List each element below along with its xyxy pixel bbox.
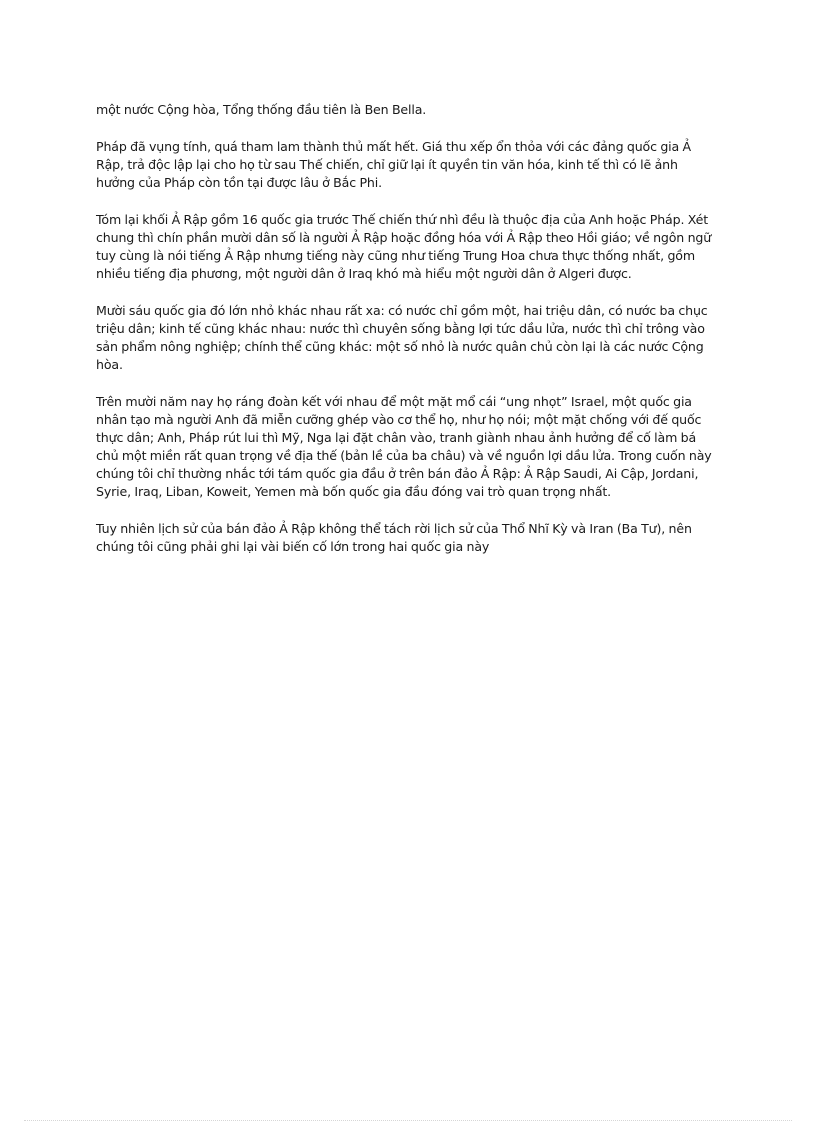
paragraph-3: Tóm lại khối Ả Rập gồm 16 quốc gia trước Thế chiến thứ nhì đều là thuộc địa của Anh hoặc Pháp. Xét chung thì chín phần mười dân số là người Ả Rập hoặc đồng hóa với Ả Rập theo Hồi giáo; về ngôn ngữ tuy cùng là nói tiếng Ả Rập nhưng tiếng này cũng như tiếng Trung Hoa chưa thực thống nhất, gồm nhiều tiếng địa phương, một người dân ở Iraq khó mà hiểu một người dân ở Algeri được. bbox=[96, 212, 712, 281]
page-bottom-divider bbox=[24, 1120, 792, 1121]
paragraph-6: Tuy nhiên lịch sử của bán đảo Ả Rập không thể tách rời lịch sử của Thổ Nhĩ Kỳ và Iran (Ba Tư), nên chúng tôi cũng phải ghi lại vài biến cố lớn trong hai quốc gia này bbox=[96, 521, 692, 554]
paragraph-4: Mười sáu quốc gia đó lớn nhỏ khác nhau rất xa: có nước chỉ gồm một, hai triệu dân, có nước ba chục triệu dân; kinh tế cũng khác nhau: nước thì chuyên sống bằng lợi tức dầu lửa, nước thì chỉ trông vào sản phẩm nông nghiệp; chính thể cũng khác: một số nhỏ là nước quân chủ còn lại là các nước Cộng hòa. bbox=[96, 303, 708, 372]
paragraph-5: Trên mười năm nay họ ráng đoàn kết với nhau để một mặt mổ cái “ung nhọt” Israel, một quốc gia nhân tạo mà người Anh đã miễn cưỡng ghép vào cơ thể họ, như họ nói; một mặt chống với đế quốc thực dân; Anh, Pháp rút lui thì Mỹ, Nga lại đặt chân vào, tranh giành nhau ảnh hưởng để cố làm bá chủ một miền rất quan trọng về địa thế (bản lề của ba châu) và về nguồn lợi dầu lửa. Trong cuốn này chúng tôi chỉ thường nhắc tới tám quốc gia đầu ở trên bán đảo Ả Rập: Ả Rập Saudi, Ai Cập, Jordani, Syrie, Iraq, Liban, Koweit, Yemen mà bốn quốc gia đầu đóng vai trò quan trọng nhất. bbox=[96, 394, 712, 499]
paragraph-1: một nước Cộng hòa, Tổng thống đầu tiên là Ben Bella. bbox=[96, 102, 427, 117]
paragraph-2: Pháp đã vụng tính, quá tham lam thành thủ mất hết. Giá thu xếp ổn thỏa với các đảng quốc gia Ả Rập, trả độc lập lại cho họ từ sau Thế chiến, chỉ giữ lại ít quyền tin văn hóa, kinh tế thì có lẽ ảnh hưởng của Pháp còn tồn tại được lâu ở Bắc Phi. bbox=[96, 139, 692, 190]
document-body bbox=[96, 101, 716, 575]
